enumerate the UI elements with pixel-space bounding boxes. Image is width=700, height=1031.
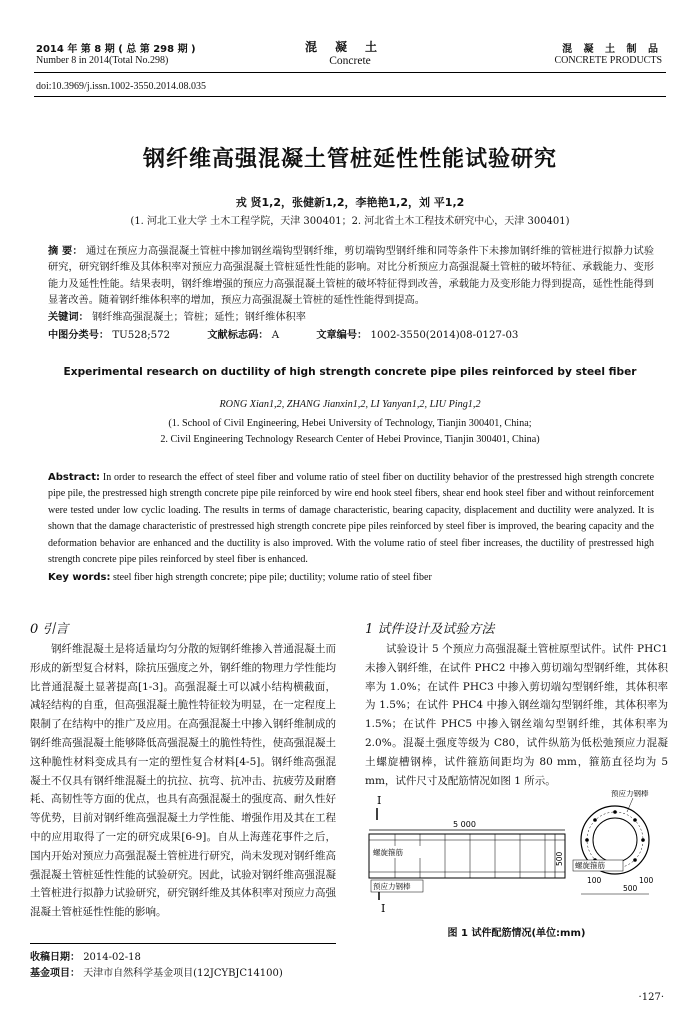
abstract-en-label: Abstract: <box>48 472 101 483</box>
label-spiral-right: 螺旋箍筋 <box>575 861 605 870</box>
keywords-cn-label: 关键词： <box>48 312 89 323</box>
label-prestress-top: 预应力钢棒 <box>611 790 649 798</box>
label-prestress-bottom: 预应力钢棒 <box>373 882 411 891</box>
section-inner-ring <box>593 818 637 862</box>
clc-value: TU528;572 <box>112 330 171 341</box>
keywords-en-text: steel fiber high strength concrete; pipe pile; ductility; volume ratio of steel fiber <box>113 572 432 583</box>
section-mark-bottom: Ⅰ <box>381 902 386 915</box>
section-1-heading: 1 试件设计及试验方法 <box>365 622 495 637</box>
fund-label: 基金项目： <box>30 968 80 979</box>
doi: doi:10.3969/j.issn.1002-3550.2014.08.035 <box>36 81 207 92</box>
abstract-en <box>48 470 654 568</box>
dim-100b: 100 <box>639 876 654 885</box>
figure-1-drawing <box>365 790 670 915</box>
article-no-value: 1002-3550(2014)08-0127-03 <box>370 330 519 341</box>
doc-code-label: 文献标志码： <box>207 330 269 341</box>
affiliation-cn: (1. 河北工业大学 土木工程学院，天津 300401；2. 河北省土木工程技术研究中心，天津 300401) <box>130 216 570 227</box>
affiliation-en-1: (1. School of Civil Engineering, Hebei University of Technology, Tianjin 300401, China; <box>168 418 532 429</box>
title-cn: 钢纤维高强混凝土管桩延性性能试验研究 <box>142 147 557 172</box>
header-issue-cn: 2014 年 第 8 期 ( 总 第 298 期 ) <box>36 44 196 55</box>
authors-cn: 戎 贤1,2，张健新1,2，李艳艳1,2，刘 平1,2 <box>235 196 465 209</box>
dim-length: 5 000 <box>453 820 476 829</box>
affiliation-en-2: 2. Civil Engineering Technology Research Center of Hebei Province, Tianjin 300401, China) <box>160 434 540 445</box>
title-en: Experimental research on ductility of high strength concrete pipe piles reinforced by steel fiber <box>63 366 637 378</box>
footnote-rule <box>30 943 336 944</box>
section-0-heading: 0 引言 <box>30 622 69 637</box>
doi-rule <box>34 96 666 97</box>
header-rule <box>34 72 666 73</box>
doc-code-value: A <box>271 330 280 341</box>
page-number: ·127· <box>638 992 664 1003</box>
header-issue-en: Number 8 in 2014(Total No.298) <box>36 55 169 66</box>
section-mark-top: Ⅰ <box>377 794 382 807</box>
classification-line <box>48 328 654 344</box>
keywords-en <box>48 570 654 586</box>
label-spiral-left: 螺旋箍筋 <box>373 848 403 857</box>
keywords-cn <box>48 310 654 326</box>
keywords-en-label: Key words: <box>48 572 111 583</box>
keywords-cn-text: 钢纤维高强混凝土；管桩；延性；钢纤维体积率 <box>92 312 306 323</box>
authors-en: RONG Xian1,2, ZHANG Jianxin1,2, LI Yanyan1,2, LIU Ping1,2 <box>219 399 481 410</box>
article-no-label: 文章编号： <box>316 330 368 341</box>
header-journal-cn: 混凝土 <box>304 40 395 54</box>
fund-project <box>30 964 283 979</box>
dim-500: 500 <box>623 884 638 893</box>
fund-value: 天津市自然科学基金项目(12JCYBJC14100) <box>83 968 283 979</box>
header-journal-en: Concrete <box>329 55 371 67</box>
abstract-cn-text: 通过在预应力高强混凝土管桩中掺加钢丝端钩型钢纤维，剪切端钩型钢纤维和同等条件下未掺加钢纤维的管桩进行拟静力试验研究，研究钢纤维及其体积率对预应力高强混凝土管桩延性性能的影响。对比分析预应力高强混凝土管桩的破坏特征、承载能力、变形能力及延性性能。结果表明，钢纤维增强的预应力高强混凝土管桩的破坏特征得到改善，承载能力及变形能力得到提高，延性性能得到显著改善。随着钢纤维体积率的增加，预应力高强混凝土管桩的延性性能得到提高。 <box>48 246 655 307</box>
received-date <box>30 948 141 963</box>
figure-1-caption: 图 1 试件配筋情况(单位:mm) <box>447 928 586 939</box>
received-label: 收稿日期： <box>30 952 80 963</box>
header-products-en: CONCRETE PRODUCTS <box>554 55 662 66</box>
section-1-text: 试验设计 5 个预应力高强混凝土管桩原型试件。试件 PHC1 未掺入钢纤维，在试件 PHC2 中掺入剪切端勾型钢纤维，其体积率为 1.0%；在试件 PHC3 中掺入剪切端勾型钢纤维，其体积率为 1.5%；在试件 PHC4 中掺入钢丝端勾型钢纤维，其体积率为 1.5%；在试件 PHC5 中掺入钢丝端勾型钢纤维，其体积率为 2.0%。混凝土强度等级为 C80，试件纵筋为低松弛预应力混凝土螺旋槽钢棒，试件箍筋间距均为 80 mm，箍筋直径均为 5 mm，试件尺寸及配筋情况如图 1 所示。 <box>365 643 668 787</box>
dim-height: 500 <box>555 851 564 866</box>
header-products-cn: 混 凝 土 制 品 <box>562 44 662 55</box>
abstract-en-text: In order to research the effect of steel fiber and volume ratio of steel fiber on ductility behavior of the prestressed high strength concrete pipe pile, the prestressed high strength concrete pipe pile reinforced by wire end hook steel fibers, shear end hook steel fiber and without reinforcement were tested under low cyclic loading. The results in terms of damage characteristic, bearing capacity, displacement and ductility were analyzed. It is shown that the damage characteristic of prestressed high strength concrete pipe piles reinforced by steel fiber is improved, the bearing capacity and the deformation behavior are enhanced and the ductility is also improved. With the volume ratio of steel fiber increases, the ductility of prestressed high strength concrete pipe piles reinforced by steel fiber is enhanced. <box>48 472 655 566</box>
received-value: 2014-02-18 <box>83 952 141 963</box>
abstract-cn <box>48 244 654 310</box>
clc-label: 中图分类号： <box>48 330 110 341</box>
dim-100a: 100 <box>587 876 602 885</box>
abstract-cn-label: 摘 要： <box>48 246 83 257</box>
section-0-text: 钢纤维混凝土是将适量均匀分散的短钢纤维掺入普通混凝土而形成的新型复合材料，除抗压强度之外，钢纤维的物理力学性能均比普通混凝土显著提高[1-3]。高强混凝土可以减小结构横截面，减轻结构的自重，但高强混凝土脆性特征较为明显，在一定程度上限制了在结构中的推广及应用。在高强混凝土中掺入钢纤维制成的钢纤维高强混凝土能够降低高强混凝土的脆性特性，使高强混凝土这种脆性材料变成具有一定的塑性复合材料[4-5]。钢纤维高强混凝土不仅具有钢纤维混凝土的抗拉、抗弯、抗冲击、抗疲劳及耐磨耗、高韧性等方面的优点，也具有高强混凝土的强度高、耐久性好等优势，目前对钢纤维高强混凝土力学性能、增强作用及其在工程中的应用取得了一定的研究成果[6-9]。自从上海莲花事件之后，国内开始对预应力高强混凝土管桩进行研究，尚未发现对钢纤维高强混凝土管桩延性性能的试验研究。因此，试验对钢纤维高强混凝土管桩进行拟静力试验研究，研究钢纤维及其体积率对预应力高强混凝土管桩延性性能的影响。 <box>30 643 336 919</box>
